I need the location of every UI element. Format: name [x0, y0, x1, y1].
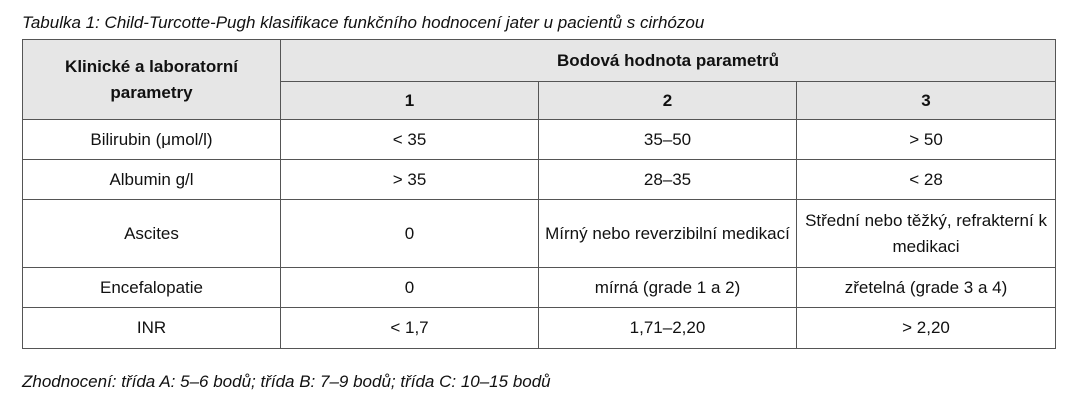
- cell-score-1: < 35: [281, 120, 539, 160]
- row-label: Ascites: [23, 200, 281, 268]
- row-label: Bilirubin (μmol/l): [23, 120, 281, 160]
- cell-score-1: < 1,7: [281, 308, 539, 349]
- row-label: INR: [23, 308, 281, 349]
- cell-score-1: > 35: [281, 160, 539, 200]
- header-score-group: Bodová hodnota parametrů: [281, 40, 1056, 82]
- header-score-3: 3: [797, 82, 1056, 120]
- cell-score-3: > 2,20: [797, 308, 1056, 349]
- header-row-group: [23, 40, 1056, 82]
- cell-score-2: mírná (grade 1 a 2): [539, 268, 797, 308]
- row-label: Albumin g/l: [23, 160, 281, 200]
- cell-score-1: 0: [281, 200, 539, 268]
- header-score-2: 2: [539, 82, 797, 120]
- cell-score-2: 1,71–2,20: [539, 308, 797, 349]
- table-row-encefalopatie: [23, 268, 1056, 308]
- cell-score-2: Mírný nebo reverzibilní medikací: [539, 200, 797, 268]
- header-score-1: 1: [281, 82, 539, 120]
- child-pugh-table: [22, 39, 1056, 349]
- cell-score-3: Střední nebo těžký, refrakterní k medikaci: [797, 200, 1056, 268]
- evaluation-footnote: Zhodnocení: třída A: 5–6 bodů; třída B: 7–9 bodů; třída C: 10–15 bodů: [22, 372, 551, 391]
- row-label: Encefalopatie: [23, 268, 281, 308]
- table-row-albumin: [23, 160, 1056, 200]
- table-row-bilirubin: [23, 120, 1056, 160]
- table-row-inr: [23, 308, 1056, 349]
- cell-score-3: < 28: [797, 160, 1056, 200]
- cell-score-2: 35–50: [539, 120, 797, 160]
- table-caption: Tabulka 1: Child-Turcotte-Pugh klasifikace funkčního hodnocení jater u pacientů s cirhózou: [22, 13, 705, 32]
- cell-score-1: 0: [281, 268, 539, 308]
- cell-score-3: > 50: [797, 120, 1056, 160]
- table-row-ascites: [23, 200, 1056, 268]
- header-parameters: Klinické a laboratorní parametry: [23, 40, 281, 120]
- cell-score-3: zřetelná (grade 3 a 4): [797, 268, 1056, 308]
- cell-score-2: 28–35: [539, 160, 797, 200]
